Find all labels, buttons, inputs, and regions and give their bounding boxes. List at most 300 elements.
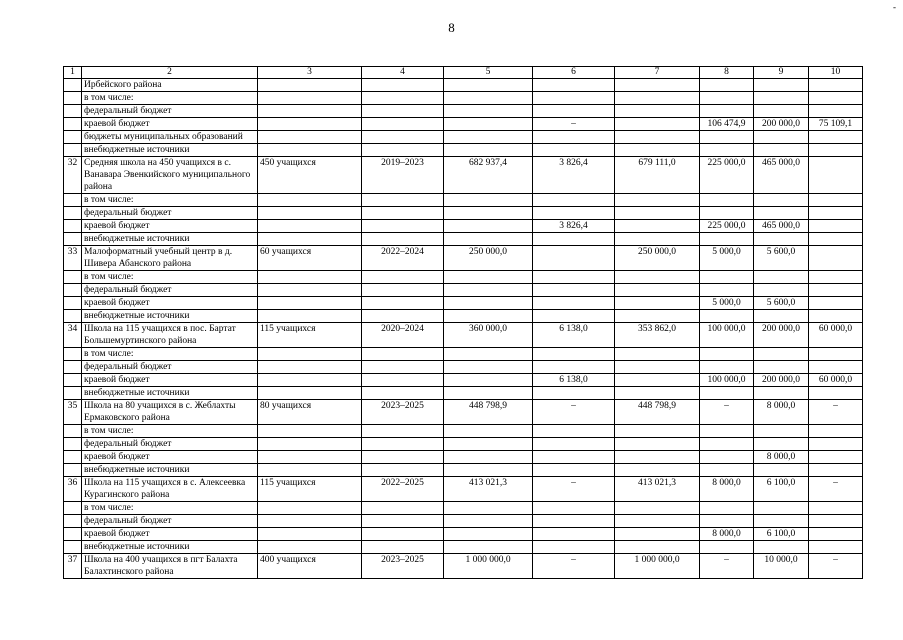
- table-row: [64, 477, 863, 502]
- cell-name: Школа на 115 учащихся в с. Алексеевка Курагинского района: [82, 477, 258, 502]
- table-row: [64, 220, 863, 233]
- cell-total-cost: [444, 425, 533, 438]
- cell-capacity: [258, 348, 362, 361]
- cell-year-2: [754, 502, 809, 515]
- cell-spent: [533, 361, 615, 374]
- cell-year-3: 60 000,0: [809, 374, 863, 387]
- cell-remaining: 250 000,0: [615, 246, 700, 271]
- cell-remaining: 679 111,0: [615, 157, 700, 194]
- cell-total-cost: [444, 348, 533, 361]
- cell-year-2: 5 600,0: [754, 297, 809, 310]
- cell-year-1: 225 000,0: [700, 157, 754, 194]
- table-row: [64, 105, 863, 118]
- cell-num: [64, 284, 82, 297]
- cell-capacity: [258, 233, 362, 246]
- cell-year-3: –: [809, 400, 863, 425]
- cell-year-2: [754, 194, 809, 207]
- cell-year-3: [809, 387, 863, 400]
- cell-name: краевой бюджет: [82, 528, 258, 541]
- table-row: [64, 79, 863, 92]
- cell-num: [64, 118, 82, 131]
- cell-total-cost: [444, 541, 533, 554]
- cell-year-1: [700, 464, 754, 477]
- cell-name: внебюджетные источники: [82, 387, 258, 400]
- cell-remaining: [615, 220, 700, 233]
- cell-total-cost: 1 000 000,0: [444, 554, 533, 579]
- table-row: [64, 323, 863, 348]
- cell-year-2: [754, 207, 809, 220]
- cell-capacity: 450 учащихся: [258, 157, 362, 194]
- table-row: [64, 144, 863, 157]
- cell-period: 2019–2023: [362, 157, 444, 194]
- cell-period: [362, 118, 444, 131]
- cell-spent: [533, 79, 615, 92]
- cell-total-cost: 682 937,4: [444, 157, 533, 194]
- table-row: [64, 348, 863, 361]
- cell-year-3: [809, 271, 863, 284]
- cell-capacity: [258, 131, 362, 144]
- cell-year-2: [754, 438, 809, 451]
- cell-total-cost: [444, 515, 533, 528]
- cell-year-1: [700, 144, 754, 157]
- cell-capacity: 115 учащихся: [258, 477, 362, 502]
- cell-name: внебюджетные источники: [82, 310, 258, 323]
- cell-year-2: [754, 144, 809, 157]
- cell-spent: [533, 131, 615, 144]
- cell-period: [362, 425, 444, 438]
- cell-spent: 6 138,0: [533, 323, 615, 348]
- cell-num: 34: [64, 323, 82, 348]
- cell-period: [362, 387, 444, 400]
- cell-spent: [533, 310, 615, 323]
- cell-year-1: 5 000,0: [700, 246, 754, 271]
- cell-year-2: [754, 361, 809, 374]
- cell-period: [362, 207, 444, 220]
- cell-num: [64, 515, 82, 528]
- cell-year-2: 200 000,0: [754, 118, 809, 131]
- header-cell-year-3: 10: [809, 67, 863, 79]
- cell-capacity: [258, 207, 362, 220]
- cell-num: [64, 310, 82, 323]
- cell-name: Школа на 115 учащихся в пос. Бартат Большемуртинского района: [82, 323, 258, 348]
- cell-num: [64, 348, 82, 361]
- cell-name: в том числе:: [82, 271, 258, 284]
- cell-num: [64, 541, 82, 554]
- page-number: 8: [448, 20, 455, 35]
- cell-year-1: 225 000,0: [700, 220, 754, 233]
- cell-num: 37: [64, 554, 82, 579]
- cell-period: 2020–2024: [362, 323, 444, 348]
- cell-year-2: [754, 387, 809, 400]
- cell-year-2: [754, 515, 809, 528]
- cell-name: краевой бюджет: [82, 297, 258, 310]
- cell-num: [64, 297, 82, 310]
- cell-name: в том числе:: [82, 92, 258, 105]
- table-row: [64, 438, 863, 451]
- cell-year-3: [809, 297, 863, 310]
- cell-year-1: [700, 515, 754, 528]
- cell-year-1: [700, 361, 754, 374]
- cell-name: бюджеты муниципальных образований: [82, 131, 258, 144]
- cell-spent: [533, 297, 615, 310]
- cell-year-1: 100 000,0: [700, 374, 754, 387]
- cell-year-2: 6 100,0: [754, 528, 809, 541]
- cell-year-3: [809, 515, 863, 528]
- table-row: [64, 451, 863, 464]
- cell-period: 2023–2025: [362, 554, 444, 579]
- cell-year-2: 465 000,0: [754, 220, 809, 233]
- cell-remaining: [615, 233, 700, 246]
- cell-spent: [533, 387, 615, 400]
- cell-year-2: [754, 92, 809, 105]
- cell-spent: [533, 502, 615, 515]
- cell-period: [362, 515, 444, 528]
- cell-spent: [533, 246, 615, 271]
- cell-spent: [533, 451, 615, 464]
- cell-capacity: [258, 541, 362, 554]
- cell-name: Школа на 400 учащихся в пгт Балахта Балахтинского района: [82, 554, 258, 579]
- cell-name: федеральный бюджет: [82, 284, 258, 297]
- table-row: [64, 387, 863, 400]
- cell-capacity: [258, 361, 362, 374]
- table-row: [64, 361, 863, 374]
- header-cell-num: 1: [64, 67, 82, 79]
- cell-name: Ирбейского района: [82, 79, 258, 92]
- cell-year-2: [754, 310, 809, 323]
- cell-name: внебюджетные источники: [82, 144, 258, 157]
- table-row: [64, 92, 863, 105]
- cell-remaining: 413 021,3: [615, 477, 700, 502]
- cell-num: [64, 233, 82, 246]
- cell-remaining: [615, 425, 700, 438]
- header-cell-year-1: 8: [700, 67, 754, 79]
- cell-name: Средняя школа на 450 учащихся в с. Ванавара Эвенкийского муниципального района: [82, 157, 258, 194]
- cell-total-cost: 360 000,0: [444, 323, 533, 348]
- cell-spent: –: [533, 118, 615, 131]
- table-row: [64, 400, 863, 425]
- header-cell-capacity: 3: [258, 67, 362, 79]
- corner-mark: -: [893, 2, 896, 12]
- cell-num: [64, 131, 82, 144]
- cell-year-2: [754, 79, 809, 92]
- cell-spent: [533, 438, 615, 451]
- cell-capacity: 80 учащихся: [258, 400, 362, 425]
- cell-spent: –: [533, 477, 615, 502]
- cell-spent: [533, 207, 615, 220]
- cell-remaining: 1 000 000,0: [615, 554, 700, 579]
- table-row: [64, 425, 863, 438]
- cell-name: Малоформатный учебный центр в д. Шивера Абанского района: [82, 246, 258, 271]
- cell-name: внебюджетные источники: [82, 541, 258, 554]
- cell-remaining: [615, 207, 700, 220]
- cell-period: [362, 233, 444, 246]
- table-row: [64, 464, 863, 477]
- cell-period: [362, 361, 444, 374]
- cell-num: [64, 374, 82, 387]
- cell-period: [362, 348, 444, 361]
- cell-capacity: [258, 387, 362, 400]
- table-row: [64, 515, 863, 528]
- table-row: [64, 118, 863, 131]
- cell-name: внебюджетные источники: [82, 464, 258, 477]
- table-header-row: [64, 67, 863, 79]
- cell-num: [64, 387, 82, 400]
- table-row: [64, 271, 863, 284]
- cell-year-3: [809, 246, 863, 271]
- cell-year-2: 6 100,0: [754, 477, 809, 502]
- cell-capacity: [258, 118, 362, 131]
- cell-year-2: [754, 425, 809, 438]
- cell-num: 35: [64, 400, 82, 425]
- cell-total-cost: 413 021,3: [444, 477, 533, 502]
- cell-year-3: [809, 310, 863, 323]
- cell-year-3: –: [809, 554, 863, 579]
- cell-remaining: [615, 528, 700, 541]
- cell-name: в том числе:: [82, 425, 258, 438]
- cell-num: [64, 425, 82, 438]
- cell-remaining: [615, 131, 700, 144]
- cell-num: [64, 528, 82, 541]
- cell-year-1: 106 474,9: [700, 118, 754, 131]
- cell-year-3: [809, 541, 863, 554]
- cell-year-3: [809, 284, 863, 297]
- cell-period: [362, 451, 444, 464]
- cell-year-3: [809, 361, 863, 374]
- cell-num: [64, 194, 82, 207]
- cell-year-3: [809, 438, 863, 451]
- cell-year-1: [700, 105, 754, 118]
- cell-total-cost: 250 000,0: [444, 246, 533, 271]
- cell-name: краевой бюджет: [82, 374, 258, 387]
- cell-year-3: [809, 528, 863, 541]
- cell-capacity: [258, 515, 362, 528]
- cell-year-1: [700, 502, 754, 515]
- table-row: [64, 246, 863, 271]
- cell-total-cost: [444, 374, 533, 387]
- cell-spent: [533, 271, 615, 284]
- cell-year-2: [754, 271, 809, 284]
- cell-total-cost: [444, 284, 533, 297]
- cell-capacity: [258, 310, 362, 323]
- cell-name: внебюджетные источники: [82, 233, 258, 246]
- cell-year-3: [809, 348, 863, 361]
- cell-remaining: [615, 374, 700, 387]
- table-row: [64, 207, 863, 220]
- cell-capacity: [258, 425, 362, 438]
- cell-year-2: [754, 541, 809, 554]
- table-row: [64, 541, 863, 554]
- table-row: [64, 194, 863, 207]
- cell-num: [64, 502, 82, 515]
- cell-year-3: [809, 131, 863, 144]
- cell-remaining: [615, 79, 700, 92]
- cell-year-3: 60 000,0: [809, 323, 863, 348]
- cell-year-1: [700, 233, 754, 246]
- cell-remaining: [615, 451, 700, 464]
- cell-year-3: [809, 220, 863, 233]
- cell-year-2: 200 000,0: [754, 323, 809, 348]
- cell-capacity: [258, 194, 362, 207]
- cell-remaining: 353 862,0: [615, 323, 700, 348]
- cell-total-cost: [444, 528, 533, 541]
- cell-period: [362, 271, 444, 284]
- cell-year-1: 8 000,0: [700, 477, 754, 502]
- cell-num: [64, 438, 82, 451]
- cell-capacity: 60 учащихся: [258, 246, 362, 271]
- cell-capacity: [258, 502, 362, 515]
- cell-spent: [533, 194, 615, 207]
- cell-capacity: [258, 438, 362, 451]
- cell-year-1: 5 000,0: [700, 297, 754, 310]
- cell-num: 36: [64, 477, 82, 502]
- cell-remaining: [615, 502, 700, 515]
- cell-remaining: [615, 348, 700, 361]
- cell-year-3: [809, 157, 863, 194]
- cell-year-1: [700, 451, 754, 464]
- cell-remaining: [615, 515, 700, 528]
- cell-year-1: 8 000,0: [700, 528, 754, 541]
- cell-period: [362, 541, 444, 554]
- cell-remaining: [615, 438, 700, 451]
- header-cell-remaining: 7: [615, 67, 700, 79]
- cell-remaining: [615, 118, 700, 131]
- cell-remaining: [615, 92, 700, 105]
- cell-spent: [533, 105, 615, 118]
- cell-year-3: 75 109,1: [809, 118, 863, 131]
- cell-year-2: [754, 284, 809, 297]
- cell-total-cost: 448 798,9: [444, 400, 533, 425]
- cell-capacity: [258, 451, 362, 464]
- cell-spent: –: [533, 554, 615, 579]
- cell-capacity: [258, 374, 362, 387]
- cell-year-1: [700, 310, 754, 323]
- cell-period: [362, 92, 444, 105]
- cell-name: краевой бюджет: [82, 118, 258, 131]
- cell-year-1: 100 000,0: [700, 323, 754, 348]
- cell-year-3: [809, 105, 863, 118]
- table-row: [64, 528, 863, 541]
- cell-total-cost: [444, 220, 533, 233]
- cell-remaining: [615, 464, 700, 477]
- cell-spent: 6 138,0: [533, 374, 615, 387]
- cell-capacity: [258, 284, 362, 297]
- cell-period: [362, 502, 444, 515]
- cell-period: 2022–2024: [362, 246, 444, 271]
- cell-period: 2022–2025: [362, 477, 444, 502]
- cell-remaining: [615, 297, 700, 310]
- cell-name: краевой бюджет: [82, 220, 258, 233]
- cell-num: 33: [64, 246, 82, 271]
- cell-total-cost: [444, 194, 533, 207]
- cell-year-1: [700, 284, 754, 297]
- cell-period: [362, 528, 444, 541]
- cell-capacity: [258, 144, 362, 157]
- cell-year-3: [809, 207, 863, 220]
- cell-num: 32: [64, 157, 82, 194]
- cell-total-cost: [444, 118, 533, 131]
- cell-year-2: [754, 105, 809, 118]
- cell-year-1: [700, 348, 754, 361]
- header-cell-period: 4: [362, 67, 444, 79]
- cell-remaining: [615, 387, 700, 400]
- cell-period: [362, 297, 444, 310]
- cell-capacity: 400 учащихся: [258, 554, 362, 579]
- cell-spent: [533, 515, 615, 528]
- cell-year-1: [700, 387, 754, 400]
- cell-remaining: [615, 271, 700, 284]
- cell-year-3: [809, 502, 863, 515]
- table-row: [64, 157, 863, 194]
- cell-capacity: [258, 528, 362, 541]
- cell-remaining: [615, 194, 700, 207]
- cell-year-1: [700, 207, 754, 220]
- cell-year-1: [700, 79, 754, 92]
- cell-total-cost: [444, 438, 533, 451]
- cell-spent: [533, 425, 615, 438]
- table-row: [64, 374, 863, 387]
- cell-capacity: [258, 271, 362, 284]
- cell-name: федеральный бюджет: [82, 438, 258, 451]
- table-row: [64, 310, 863, 323]
- header-cell-year-2: 9: [754, 67, 809, 79]
- cell-total-cost: [444, 144, 533, 157]
- table-row: [64, 554, 863, 579]
- cell-year-3: [809, 92, 863, 105]
- cell-year-1: [700, 438, 754, 451]
- cell-year-2: 8 000,0: [754, 451, 809, 464]
- cell-total-cost: [444, 502, 533, 515]
- cell-period: [362, 438, 444, 451]
- cell-total-cost: [444, 79, 533, 92]
- cell-name: федеральный бюджет: [82, 515, 258, 528]
- cell-total-cost: [444, 207, 533, 220]
- cell-name: краевой бюджет: [82, 451, 258, 464]
- cell-period: [362, 284, 444, 297]
- cell-year-3: [809, 144, 863, 157]
- cell-capacity: [258, 79, 362, 92]
- cell-year-1: [700, 425, 754, 438]
- cell-year-1: [700, 271, 754, 284]
- table-row: [64, 297, 863, 310]
- cell-name: Школа на 80 учащихся в с. Жеблахты Ермаковского района: [82, 400, 258, 425]
- cell-period: 2023–2025: [362, 400, 444, 425]
- cell-num: [64, 464, 82, 477]
- cell-capacity: 115 учащихся: [258, 323, 362, 348]
- cell-year-3: [809, 464, 863, 477]
- cell-period: [362, 464, 444, 477]
- cell-year-1: [700, 541, 754, 554]
- table-row: [64, 233, 863, 246]
- cell-remaining: [615, 144, 700, 157]
- cell-spent: [533, 464, 615, 477]
- cell-year-1: [700, 92, 754, 105]
- cell-spent: [533, 284, 615, 297]
- cell-year-2: 5 600,0: [754, 246, 809, 271]
- cell-capacity: [258, 220, 362, 233]
- header-cell-spent: 6: [533, 67, 615, 79]
- cell-remaining: [615, 105, 700, 118]
- cell-name: федеральный бюджет: [82, 105, 258, 118]
- cell-remaining: [615, 541, 700, 554]
- cell-year-2: 465 000,0: [754, 157, 809, 194]
- header-cell-name: 2: [82, 67, 258, 79]
- cell-num: [64, 220, 82, 233]
- cell-name: в том числе:: [82, 194, 258, 207]
- cell-total-cost: [444, 233, 533, 246]
- cell-total-cost: [444, 105, 533, 118]
- cell-year-1: –: [700, 554, 754, 579]
- cell-year-3: [809, 194, 863, 207]
